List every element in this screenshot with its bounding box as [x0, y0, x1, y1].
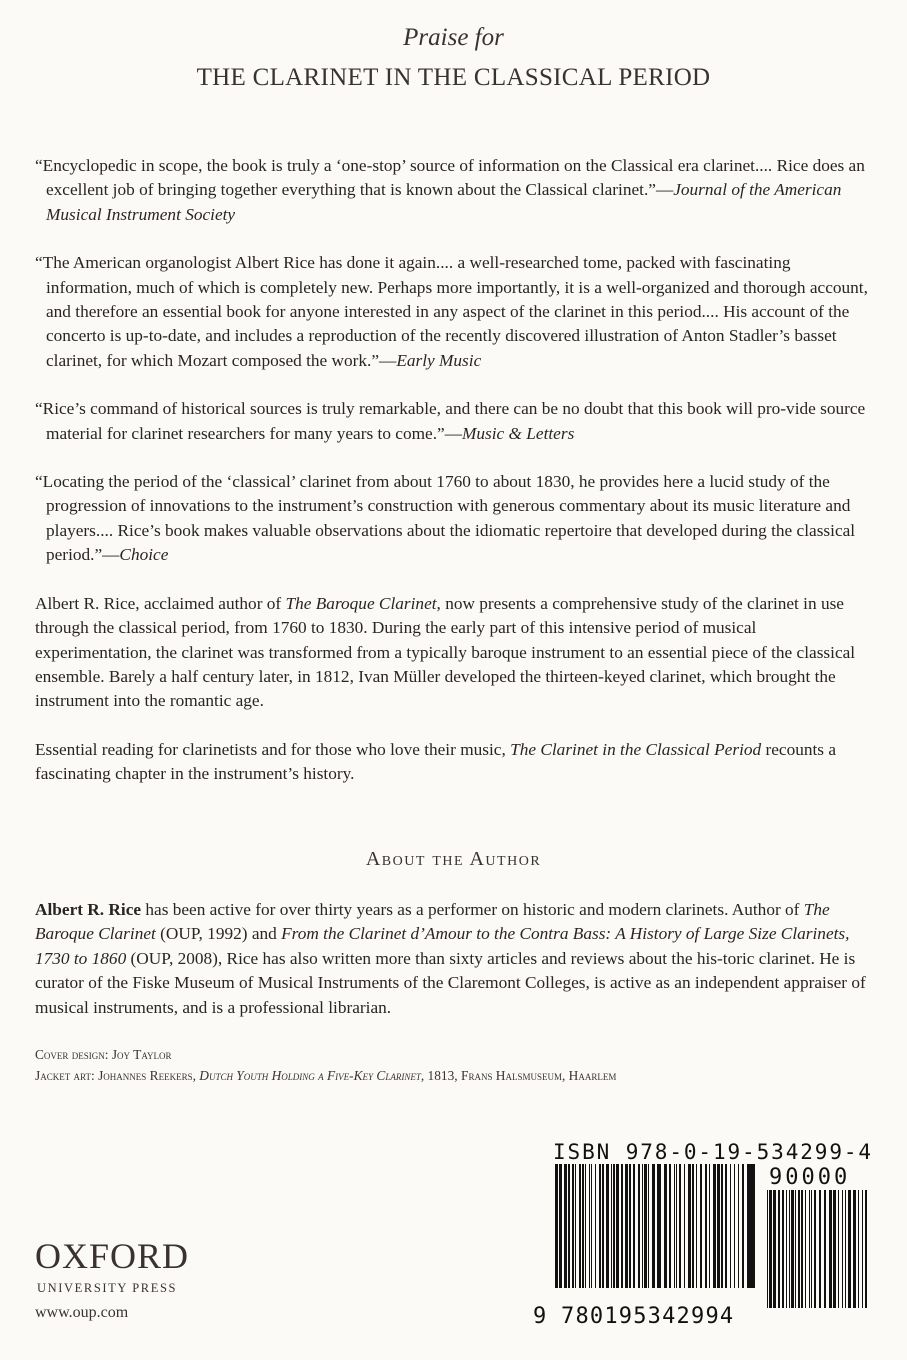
- price-code: 90000: [769, 1165, 851, 1190]
- barcode-bar: [572, 1164, 574, 1288]
- barcode-bar: [625, 1164, 628, 1288]
- quote-source: Music & Letters: [461, 423, 575, 443]
- description-text: recounts a fascinating chapter in the instrument’s history.: [35, 739, 837, 784]
- barcode-bar: [705, 1164, 707, 1288]
- barcode-bar: [717, 1164, 720, 1288]
- barcode-bar: [692, 1164, 694, 1288]
- barcode-bar: [688, 1164, 691, 1288]
- quote-source: Journal of the American Musical Instrument Society: [46, 180, 842, 224]
- barcode-bar: [579, 1164, 581, 1288]
- barcode-bar: [858, 1190, 859, 1308]
- barcode-bar: [613, 1164, 615, 1288]
- barcode-bar: [725, 1164, 727, 1288]
- publisher-logo: OXFORD: [35, 1236, 190, 1276]
- quote-text: “Rice’s command of historical sources is truly remarkable, and there can be no doubt that this book will pro-vide source material for clarinet researchers for many years to come.”—: [35, 399, 866, 443]
- description-text: , now presents a comprehensive study of the clarinet in use through the classical period, from 1760 to 1830. During the early part of this intensive period of musical experimentation, the clarinet was transformed from a typically baroque instrument to an essential piece of the classical ensemble. Barely a half century later, in 1812, Ivan Müller developed the thirteen-keyed clarinet, which brought the instrument into the romantic age.: [35, 593, 856, 711]
- publisher-url[interactable]: www.oup.com: [35, 1304, 129, 1321]
- ean-barcode-bars: [555, 1164, 755, 1300]
- barcode: [533, 1162, 873, 1332]
- bio-book-title: The Baroque Clarinet: [35, 900, 830, 944]
- barcode-bar: [742, 1164, 744, 1288]
- barcode-bar: [589, 1164, 590, 1288]
- description-paragraph: [35, 738, 871, 787]
- barcode-bar: [838, 1190, 839, 1308]
- description-book-title: The Baroque Clarinet: [285, 593, 437, 613]
- barcode-bar: [862, 1190, 863, 1308]
- barcode-bar: [709, 1164, 710, 1288]
- barcode-bar: [833, 1190, 836, 1308]
- barcode-first-digit: 9: [533, 1304, 547, 1329]
- barcode-bar: [730, 1164, 731, 1288]
- barcode-bar: [829, 1190, 832, 1308]
- barcode-bar: [679, 1164, 681, 1288]
- barcode-bar: [676, 1164, 677, 1288]
- description-text: Essential reading for clarinetists and for those who love their music,: [35, 739, 511, 759]
- barcode-bar: [805, 1190, 806, 1308]
- barcode-bar: [786, 1190, 787, 1308]
- bio-text: (OUP, 2008), Rice has also written more than sixty articles and reviews about the his-toric clarinet. He is curator of the Fiske Museum of Musical Instruments of the Claremont Colleges, is active as an independent appraiser of musical instruments, and is a professional librarian.: [35, 948, 866, 1017]
- barcode-bar: [798, 1190, 800, 1308]
- credit-text: Jacket art: Johannes Reekers,: [35, 1068, 200, 1083]
- barcode-bar: [644, 1164, 647, 1288]
- bio-text: (OUP, 1992) and: [155, 924, 282, 944]
- barcode-bar: [789, 1190, 790, 1308]
- barcode-bar: [684, 1164, 685, 1288]
- barcode-bar: [585, 1164, 586, 1288]
- barcode-bar: [738, 1164, 739, 1288]
- description-paragraph: [35, 592, 871, 714]
- isbn-label: ISBN 978-0-19-534299-4: [553, 1140, 873, 1164]
- barcode-bar: [809, 1190, 810, 1308]
- quote-source: Choice: [119, 545, 169, 565]
- barcode-bar: [606, 1164, 609, 1288]
- publisher-subtitle: UNIVERSITY PRESS: [37, 1281, 178, 1295]
- description-book-title: The Clarinet in the Classical Period: [510, 739, 762, 759]
- barcode-bar: [769, 1190, 772, 1308]
- barcode-bar: [575, 1164, 576, 1288]
- barcode-bar: [591, 1164, 592, 1288]
- barcode-guard-bar: [559, 1164, 561, 1300]
- barcode-bar: [767, 1190, 768, 1308]
- barcode-bar: [865, 1190, 867, 1308]
- barcode-bar: [842, 1190, 843, 1308]
- barcode-bar: [700, 1164, 702, 1288]
- barcode-bar: [564, 1164, 567, 1288]
- barcode-bar: [801, 1190, 803, 1308]
- barcode-bar: [611, 1164, 612, 1288]
- barcode-bar: [674, 1164, 675, 1288]
- cover-design-credit: Cover design: Joy Taylor: [35, 1047, 172, 1062]
- review-quote: [35, 251, 871, 373]
- barcode-bar: [848, 1190, 851, 1308]
- barcode-bar: [642, 1164, 643, 1288]
- description-text: Albert R. Rice, acclaimed author of: [35, 593, 286, 613]
- quote-text: “The American organologist Albert Rice has done it again.... a well-researched tome, packed with fascinating information, much of which is completely new. Perhaps more importantly, it is a well-organized and thorough account, and therefore an essential book for anyone interested in any aspect of the clarinet in this period.... His account of the concerto is up-to-date, and includes a reproduction of the recently discovered illustration of Anton Stadler’s basset clarinet, for which Mozart composed the work.”—: [35, 253, 868, 370]
- barcode-bar: [602, 1164, 604, 1288]
- barcode-bar: [629, 1164, 631, 1288]
- price-barcode-bars: [767, 1190, 867, 1308]
- barcode-bar: [721, 1164, 723, 1288]
- bio-text: has been active for over thirty years as a performer on historic and modern clarinets. Author of: [141, 900, 804, 919]
- barcode-bar: [616, 1164, 619, 1288]
- barcode-bar: [814, 1190, 816, 1308]
- barcode-bar: [696, 1164, 697, 1288]
- barcode-bar: [561, 1164, 562, 1288]
- artwork-title: Dutch Youth Holding a Five-Key Clarinet: [199, 1068, 421, 1083]
- barcode-bar: [782, 1190, 784, 1308]
- barcode-bar: [819, 1190, 821, 1308]
- barcode-bar: [595, 1164, 596, 1288]
- barcode-bar: [751, 1164, 753, 1288]
- barcode-bar: [669, 1164, 671, 1288]
- barcode-bar: [664, 1164, 667, 1288]
- barcode-bar: [633, 1164, 635, 1288]
- praise-for-heading: Praise for: [403, 24, 504, 51]
- barcode-guard-bar: [555, 1164, 557, 1300]
- barcode-guard-bar: [657, 1164, 659, 1300]
- barcode-bar: [621, 1164, 623, 1288]
- barcode-bar: [713, 1164, 716, 1288]
- barcode-guard-bar: [749, 1164, 751, 1300]
- barcode-bar: [795, 1190, 796, 1308]
- barcode-bar: [648, 1164, 649, 1288]
- barcode-bar: [778, 1190, 780, 1308]
- barcode-guard-bar: [753, 1164, 755, 1300]
- barcode-guard-bar: [653, 1164, 655, 1300]
- barcode-bar: [582, 1164, 584, 1288]
- review-quote: [35, 154, 871, 227]
- barcode-bar: [845, 1190, 846, 1308]
- author-name: Albert R. Rice: [35, 900, 142, 919]
- review-quotes: [35, 154, 871, 811]
- credits: [35, 1044, 885, 1086]
- quote-text: “Locating the period of the ‘classical’ clarinet from about 1760 to about 1830, he provides here a lucid study of the progression of innovations to the instrument’s construction with generous commentary about its music literature and players.... Rice’s book makes valuable observations about the idiomatic repertoire that developed during the classical period.”—: [35, 472, 856, 565]
- bio-book-title: From the Clarinet d’Amour to the Contra Bass: A History of Large Size Clarinets, 1730 to 1860: [35, 924, 850, 968]
- barcode-bar: [734, 1164, 735, 1288]
- book-title: THE CLARINET IN THE CLASSICAL PERIOD: [196, 64, 711, 91]
- jacket-art-credit: [35, 1065, 885, 1086]
- barcode-bar: [568, 1164, 570, 1288]
- quote-text: “Encyclopedic in scope, the book is truly a ‘one-stop’ source of information on the Classical era clarinet.... Rice does an excellent job of bringing together everything that is known about the Classical clarinet.”—: [35, 156, 865, 200]
- review-quote: [35, 397, 871, 446]
- review-quote: [35, 470, 871, 568]
- barcode-digits: 780195342994: [561, 1304, 735, 1329]
- author-bio: [35, 898, 871, 1020]
- barcode-bar: [773, 1190, 776, 1308]
- barcode-bar: [599, 1164, 601, 1288]
- barcode-bar: [638, 1164, 640, 1288]
- quote-source: Early Music: [396, 350, 482, 370]
- barcode-bar: [791, 1190, 794, 1308]
- credit-text: , 1813, Frans Halsmuseum, Haarlem: [420, 1068, 617, 1083]
- barcode-bar: [824, 1190, 826, 1308]
- barcode-bar: [811, 1190, 812, 1308]
- barcode-bar: [853, 1190, 856, 1308]
- about-author-heading: About the Author: [365, 848, 542, 870]
